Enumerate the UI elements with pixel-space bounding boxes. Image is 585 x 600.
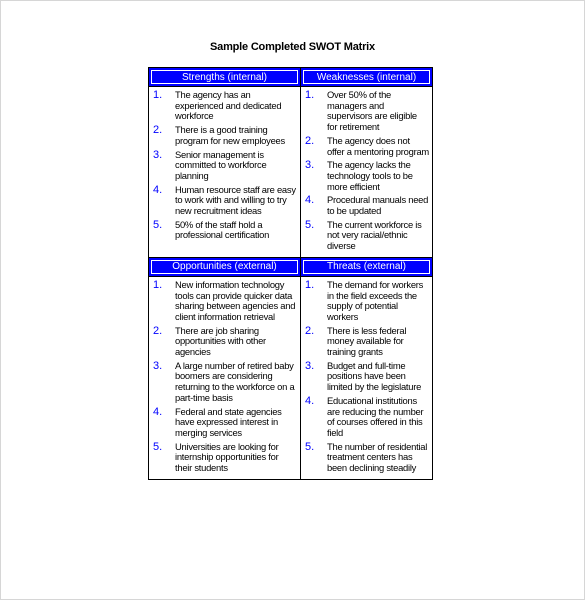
list-text: Budget and full-time positions have been limited by the legislature — [327, 359, 422, 393]
list-item — [153, 125, 297, 146]
list-number: 2. — [153, 324, 163, 337]
threats-list — [305, 280, 429, 474]
strengths-list — [153, 90, 297, 241]
list-text: Procedural manuals need to be updated — [327, 194, 429, 217]
list-number: 2. — [153, 124, 163, 137]
list-number: 4. — [153, 405, 163, 418]
list-number: 5. — [305, 218, 315, 231]
list-number: 5. — [153, 440, 163, 453]
list-item — [305, 220, 429, 252]
list-number: 2. — [305, 324, 315, 337]
list-number: 1. — [305, 278, 315, 291]
list-item — [153, 326, 297, 358]
swot-matrix — [148, 67, 433, 480]
list-item — [305, 326, 429, 358]
list-text: Senior management is committed to workforce planning — [175, 148, 267, 181]
list-text: There are job sharing opportunities with other agencies — [175, 324, 266, 358]
list-item — [153, 280, 297, 323]
strengths-header: Strengths (internal) — [149, 68, 301, 87]
threats-cell — [301, 276, 433, 479]
list-item — [305, 90, 429, 133]
list-item — [153, 361, 297, 404]
list-number: 4. — [305, 194, 315, 207]
opportunities-header: Opportunities (external) — [149, 257, 301, 276]
list-item — [305, 442, 429, 474]
list-number: 3. — [305, 159, 315, 172]
list-text: The agency has an experienced and dedicated workforce — [175, 89, 282, 122]
list-item — [153, 407, 297, 439]
list-text: There is a good training program for new employees — [175, 124, 285, 146]
weaknesses-header: Weaknesses (internal) — [301, 68, 433, 87]
list-text: The agency lacks the technology tools to be more efficient — [327, 159, 413, 192]
list-text: The current workforce is not very racial/ethnic diverse — [327, 218, 422, 252]
list-item — [153, 150, 297, 182]
list-item — [305, 361, 429, 393]
list-text: There is less federal money available for training grants — [327, 324, 407, 358]
list-text: 50% of the staff hold a professional certification — [175, 218, 270, 241]
list-number: 3. — [153, 359, 163, 372]
list-number: 5. — [153, 218, 163, 231]
list-number: 4. — [153, 183, 163, 196]
weaknesses-list — [305, 90, 429, 252]
document-title: Sample Completed SWOT Matrix — [210, 41, 375, 53]
list-item — [305, 160, 429, 192]
threats-header: Threats (external) — [301, 257, 433, 276]
weaknesses-cell — [301, 87, 433, 258]
list-number: 1. — [153, 89, 163, 101]
list-item — [305, 136, 429, 157]
list-item — [153, 185, 297, 217]
list-number: 1. — [153, 278, 163, 291]
list-text: Human resource staff are easy to work with and willing to try new recruitment ideas — [175, 183, 296, 217]
list-text: The demand for workers in the field exceeds the supply of potential workers — [327, 278, 424, 322]
list-text: Over 50% of the managers and supervisors are eligible for retirement — [327, 89, 417, 133]
list-item — [305, 195, 429, 216]
list-number: 2. — [305, 134, 315, 147]
opportunities-list — [153, 280, 297, 474]
list-number: 4. — [305, 394, 315, 407]
list-item — [153, 442, 297, 474]
list-item — [153, 90, 297, 122]
list-text: The number of residential treatment centers has been declining steadily — [327, 440, 428, 474]
opportunities-cell — [149, 276, 301, 479]
list-text: Universities are looking for internship opportunities for their students — [175, 440, 279, 474]
list-number: 5. — [305, 440, 315, 453]
strengths-cell — [149, 87, 301, 258]
list-number: 3. — [305, 359, 315, 372]
list-number: 3. — [153, 148, 163, 161]
list-text: New information technology tools can provide quicker data sharing between agencies and client information retrieval — [175, 278, 296, 322]
list-text: A large number of retired baby boomers are considering returning to the workforce on a part-time basis — [175, 359, 295, 403]
list-number: 1. — [305, 89, 315, 101]
list-item — [153, 220, 297, 241]
list-text: Federal and state agencies have expressed interest in merging services — [175, 405, 282, 438]
list-item — [305, 396, 429, 439]
list-text: Educational institutions are reducing the number of courses offered in this field — [327, 394, 424, 438]
list-text: The agency does not offer a mentoring program — [327, 134, 429, 157]
list-item — [305, 280, 429, 323]
